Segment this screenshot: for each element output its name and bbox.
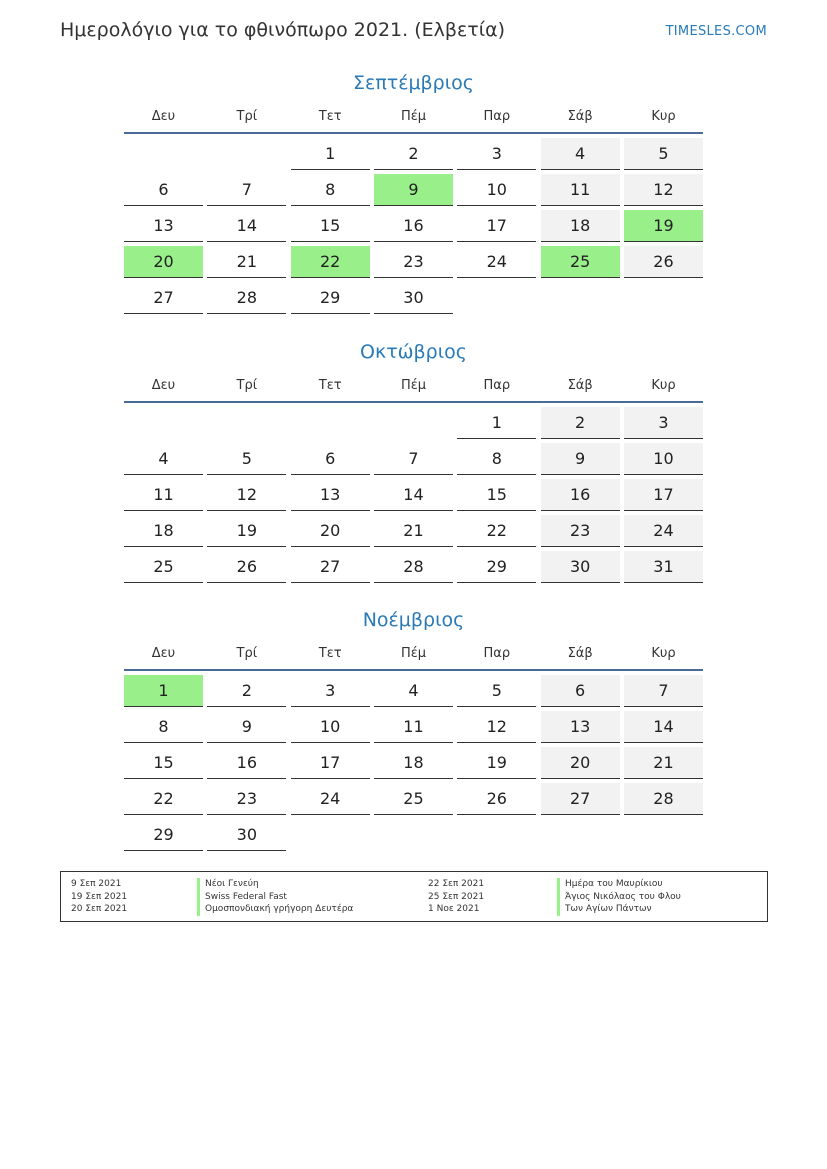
week-row bbox=[124, 515, 703, 547]
day-cell: 24 bbox=[457, 246, 536, 278]
day-cell: 28 bbox=[374, 551, 453, 583]
day-cell: 30 bbox=[541, 551, 620, 583]
month-title: Σεπτέμβριος bbox=[353, 72, 474, 94]
day-cell: 24 bbox=[624, 515, 703, 547]
empty-cell bbox=[457, 282, 536, 314]
weekday-label: Δευ bbox=[151, 646, 176, 661]
day-cell: 14 bbox=[624, 711, 703, 743]
weekday-label: Τρί bbox=[236, 109, 258, 124]
day-cell: 6 bbox=[541, 675, 620, 707]
legend-right-dates bbox=[428, 878, 484, 916]
day-cell: 30 bbox=[374, 282, 453, 314]
day-cell: 16 bbox=[207, 747, 286, 779]
day-cell: 21 bbox=[624, 747, 703, 779]
weekday-label: Τετ bbox=[318, 646, 342, 661]
month-grid bbox=[124, 675, 703, 851]
weekday-label: Τετ bbox=[318, 378, 342, 393]
day-cell: 9 bbox=[207, 711, 286, 743]
day-cell: 9 bbox=[374, 174, 453, 206]
day-cell: 24 bbox=[291, 783, 370, 815]
day-cell: 13 bbox=[541, 711, 620, 743]
day-cell: 3 bbox=[624, 407, 703, 439]
week-row bbox=[124, 819, 703, 851]
week-row bbox=[124, 174, 703, 206]
day-cell: 15 bbox=[291, 210, 370, 242]
day-cell: 20 bbox=[291, 515, 370, 547]
legend-right-names bbox=[557, 878, 681, 916]
day-cell: 19 bbox=[624, 210, 703, 242]
day-cell: 16 bbox=[374, 210, 453, 242]
day-cell: 7 bbox=[624, 675, 703, 707]
empty-cell bbox=[624, 282, 703, 314]
day-cell: 2 bbox=[541, 407, 620, 439]
legend-holiday-name: Άγιος Νικόλαος του Φλου bbox=[557, 891, 681, 904]
day-cell: 15 bbox=[457, 479, 536, 511]
legend-date: 25 Σεπ 2021 bbox=[428, 891, 485, 902]
weekday-label: Δευ bbox=[151, 378, 176, 393]
weekday-label: Παρ bbox=[483, 646, 511, 661]
day-cell: 25 bbox=[374, 783, 453, 815]
day-cell: 8 bbox=[291, 174, 370, 206]
empty-cell bbox=[541, 819, 620, 851]
legend-date: 20 Σεπ 2021 bbox=[71, 904, 128, 914]
day-cell: 13 bbox=[291, 479, 370, 511]
empty-cell bbox=[291, 819, 370, 851]
day-cell: 27 bbox=[541, 783, 620, 815]
day-cell: 22 bbox=[124, 783, 203, 815]
day-cell: 17 bbox=[457, 210, 536, 242]
legend-holiday-name: Νέοι Γενεύη bbox=[197, 878, 353, 891]
day-cell: 29 bbox=[124, 819, 203, 851]
week-row bbox=[124, 210, 703, 242]
empty-cell bbox=[624, 819, 703, 851]
weekday-label: Πέμ bbox=[400, 646, 427, 661]
weekday-label: Παρ bbox=[483, 378, 511, 393]
day-cell: 28 bbox=[207, 282, 286, 314]
page-title: Ημερολόγιο για το φθινόπωρο 2021. (Ελβετία) bbox=[60, 19, 506, 41]
day-cell: 9 bbox=[541, 443, 620, 475]
day-cell: 22 bbox=[291, 246, 370, 278]
month-title: Νοέμβριος bbox=[362, 609, 465, 631]
day-cell: 1 bbox=[124, 675, 203, 707]
weekday-label: Τρί bbox=[236, 378, 258, 393]
day-cell: 3 bbox=[457, 138, 536, 170]
day-cell: 6 bbox=[124, 174, 203, 206]
day-cell: 25 bbox=[541, 246, 620, 278]
day-cell: 18 bbox=[374, 747, 453, 779]
day-cell: 26 bbox=[457, 783, 536, 815]
day-cell: 2 bbox=[207, 675, 286, 707]
week-row bbox=[124, 747, 703, 779]
empty-cell bbox=[541, 282, 620, 314]
weekday-label: Τρί bbox=[236, 646, 258, 661]
day-cell: 28 bbox=[624, 783, 703, 815]
day-cell: 4 bbox=[541, 138, 620, 170]
month-october bbox=[124, 337, 703, 587]
day-cell: 21 bbox=[374, 515, 453, 547]
day-cell: 7 bbox=[374, 443, 453, 475]
month-november bbox=[124, 605, 703, 855]
day-cell: 3 bbox=[291, 675, 370, 707]
day-cell: 10 bbox=[291, 711, 370, 743]
day-cell: 8 bbox=[457, 443, 536, 475]
empty-cell bbox=[124, 138, 203, 170]
legend-left-dates bbox=[71, 878, 127, 916]
empty-cell bbox=[291, 407, 370, 439]
day-cell: 27 bbox=[291, 551, 370, 583]
day-cell: 2 bbox=[374, 138, 453, 170]
day-cell: 6 bbox=[291, 443, 370, 475]
legend-date: 9 Σεπ 2021 bbox=[71, 879, 122, 889]
day-cell: 8 bbox=[124, 711, 203, 743]
week-row bbox=[124, 443, 703, 475]
weekday-label: Πέμ bbox=[400, 109, 427, 124]
weekday-label: Σάβ bbox=[567, 109, 593, 124]
weekday-label: Κυρ bbox=[651, 109, 676, 124]
day-cell: 1 bbox=[291, 138, 370, 170]
day-cell: 12 bbox=[624, 174, 703, 206]
day-cell: 26 bbox=[207, 551, 286, 583]
day-cell: 31 bbox=[624, 551, 703, 583]
day-cell: 20 bbox=[541, 747, 620, 779]
day-cell: 18 bbox=[541, 210, 620, 242]
day-cell: 5 bbox=[207, 443, 286, 475]
week-row bbox=[124, 246, 703, 278]
weekday-header bbox=[124, 639, 703, 671]
month-grid bbox=[124, 407, 703, 583]
day-cell: 10 bbox=[457, 174, 536, 206]
day-cell: 5 bbox=[457, 675, 536, 707]
day-cell: 23 bbox=[207, 783, 286, 815]
week-row bbox=[124, 711, 703, 743]
empty-cell bbox=[124, 407, 203, 439]
day-cell: 19 bbox=[207, 515, 286, 547]
day-cell: 29 bbox=[291, 282, 370, 314]
day-cell: 14 bbox=[374, 479, 453, 511]
weekday-label: Κυρ bbox=[651, 378, 676, 393]
day-cell: 5 bbox=[624, 138, 703, 170]
legend-date: 22 Σεπ 2021 bbox=[428, 879, 485, 889]
weekday-header bbox=[124, 102, 703, 134]
empty-cell bbox=[207, 407, 286, 439]
empty-cell bbox=[457, 819, 536, 851]
legend-holiday-name: Ημέρα του Μαυρίκιου bbox=[557, 878, 681, 891]
week-row bbox=[124, 675, 703, 707]
day-cell: 16 bbox=[541, 479, 620, 511]
weekday-label: Δευ bbox=[151, 109, 176, 124]
day-cell: 7 bbox=[207, 174, 286, 206]
day-cell: 10 bbox=[624, 443, 703, 475]
legend-holiday-name: Swiss Federal Fast bbox=[197, 891, 353, 904]
week-row bbox=[124, 282, 703, 314]
weekday-label: Σάβ bbox=[567, 646, 593, 661]
day-cell: 29 bbox=[457, 551, 536, 583]
empty-cell bbox=[374, 407, 453, 439]
day-cell: 12 bbox=[457, 711, 536, 743]
day-cell: 17 bbox=[291, 747, 370, 779]
day-cell: 23 bbox=[374, 246, 453, 278]
weekday-label: Πέμ bbox=[400, 378, 427, 393]
day-cell: 22 bbox=[457, 515, 536, 547]
day-cell: 27 bbox=[124, 282, 203, 314]
month-title: Οκτώβριος bbox=[360, 341, 467, 363]
day-cell: 12 bbox=[207, 479, 286, 511]
day-cell: 25 bbox=[124, 551, 203, 583]
day-cell: 11 bbox=[374, 711, 453, 743]
day-cell: 11 bbox=[541, 174, 620, 206]
day-cell: 13 bbox=[124, 210, 203, 242]
week-row bbox=[124, 407, 703, 439]
weekday-header bbox=[124, 371, 703, 403]
legend-left-names bbox=[197, 878, 353, 916]
day-cell: 17 bbox=[624, 479, 703, 511]
legend-date: 1 Νοε 2021 bbox=[428, 904, 480, 914]
day-cell: 20 bbox=[124, 246, 203, 278]
weekday-label: Κυρ bbox=[651, 646, 676, 661]
day-cell: 23 bbox=[541, 515, 620, 547]
legend-date: 19 Σεπ 2021 bbox=[71, 891, 128, 902]
day-cell: 4 bbox=[124, 443, 203, 475]
week-row bbox=[124, 138, 703, 170]
month-september bbox=[124, 68, 703, 318]
day-cell: 30 bbox=[207, 819, 286, 851]
weekday-label: Σάβ bbox=[567, 378, 593, 393]
day-cell: 1 bbox=[457, 407, 536, 439]
month-grid bbox=[124, 138, 703, 314]
weekday-label: Τετ bbox=[318, 109, 342, 124]
weekday-label: Παρ bbox=[483, 109, 511, 124]
legend-holiday-name: Των Αγίων Πάντων bbox=[557, 903, 681, 916]
day-cell: 26 bbox=[624, 246, 703, 278]
day-cell: 14 bbox=[207, 210, 286, 242]
day-cell: 18 bbox=[124, 515, 203, 547]
day-cell: 4 bbox=[374, 675, 453, 707]
empty-cell bbox=[207, 138, 286, 170]
week-row bbox=[124, 783, 703, 815]
day-cell: 21 bbox=[207, 246, 286, 278]
empty-cell bbox=[374, 819, 453, 851]
week-row bbox=[124, 479, 703, 511]
day-cell: 19 bbox=[457, 747, 536, 779]
day-cell: 11 bbox=[124, 479, 203, 511]
holiday-legend bbox=[60, 871, 768, 922]
day-cell: 15 bbox=[124, 747, 203, 779]
brand-link[interactable]: TIMESLES.COM bbox=[665, 24, 767, 39]
legend-holiday-name: Ομοσπονδιακή γρήγορη Δευτέρα bbox=[197, 903, 353, 916]
week-row bbox=[124, 551, 703, 583]
